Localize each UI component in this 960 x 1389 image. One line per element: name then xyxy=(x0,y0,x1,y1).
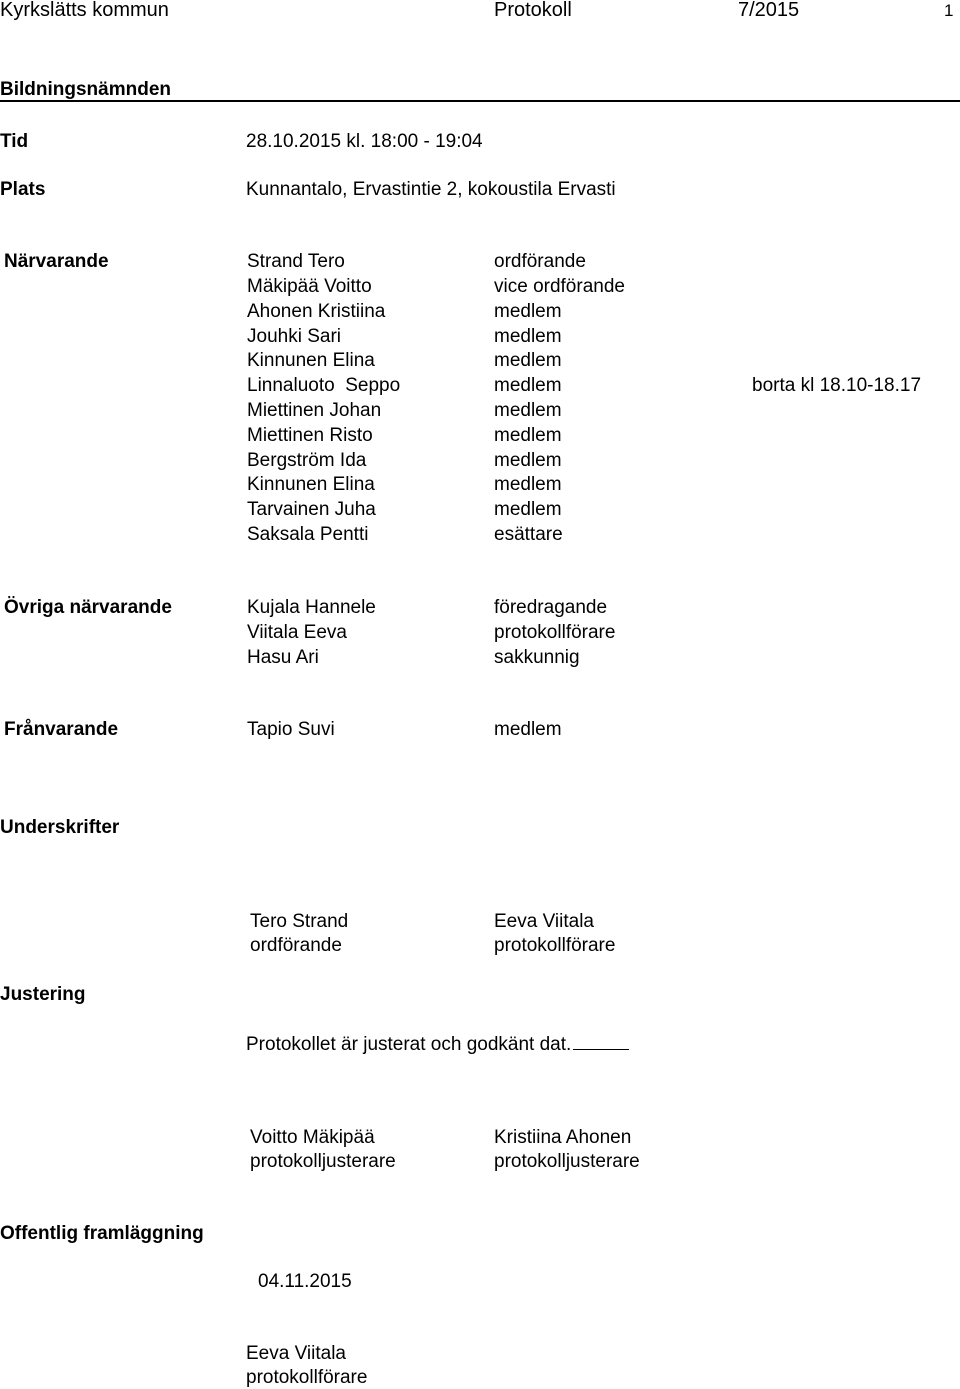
member-role: medlem xyxy=(494,499,562,520)
time-label: Tid xyxy=(0,131,29,152)
document-type: Protokoll xyxy=(494,0,572,21)
member-name: Kujala Hannele xyxy=(247,597,376,618)
member-name: Kinnunen Elina xyxy=(247,350,375,371)
signer-name: Eeva Viitala xyxy=(494,911,594,932)
member-role: vice ordförande xyxy=(494,276,625,297)
adjustment-label: Justering xyxy=(0,984,86,1005)
member-name: Strand Tero xyxy=(247,251,345,272)
signatures-label: Underskrifter xyxy=(0,817,120,838)
member-note: borta kl 18.10-18.17 xyxy=(752,375,922,396)
board-name: Bildningsnämnden xyxy=(0,79,171,100)
time-value: 28.10.2015 kl. 18:00 - 19:04 xyxy=(246,131,483,152)
protocol-number: 7/2015 xyxy=(738,0,800,21)
member-role: medlem xyxy=(494,301,562,322)
public-display-label: Offentlig framläggning xyxy=(0,1223,204,1244)
member-name: Mäkipää Voitto xyxy=(247,276,372,297)
member-role: medlem xyxy=(494,400,562,421)
member-name: Saksala Pentti xyxy=(247,524,369,545)
member-role: medlem xyxy=(494,350,562,371)
member-role: medlem xyxy=(494,450,562,471)
signer-role: protokollförare xyxy=(494,935,616,956)
signer-role: protokolljusterare xyxy=(250,1151,396,1172)
signer-name: Tero Strand xyxy=(250,911,349,932)
place-label: Plats xyxy=(0,179,46,200)
member-name: Tapio Suvi xyxy=(247,719,335,740)
signer-role: ordförande xyxy=(250,935,342,956)
others-present-label: Övriga närvarande xyxy=(4,597,172,618)
member-name: Bergström Ida xyxy=(247,450,367,471)
member-name: Hasu Ari xyxy=(247,647,319,668)
place-value: Kunnantalo, Ervastintie 2, kokoustila Ervasti xyxy=(246,179,616,200)
member-name: Viitala Eeva xyxy=(247,622,347,643)
adjustment-statement xyxy=(246,1033,629,1054)
member-name: Linnaluoto Seppo xyxy=(247,375,401,396)
public-display-date: 04.11.2015 xyxy=(258,1271,352,1292)
member-role: protokollförare xyxy=(494,622,616,643)
page-number: 1 xyxy=(944,1,954,20)
municipality-name: Kyrkslätts kommun xyxy=(0,0,169,21)
absent-label: Frånvarande xyxy=(4,719,119,740)
member-role: föredragande xyxy=(494,597,608,618)
member-name: Miettinen Risto xyxy=(247,425,373,446)
member-role: medlem xyxy=(494,474,562,495)
signer-role: protokolljusterare xyxy=(494,1151,640,1172)
member-role: medlem xyxy=(494,326,562,347)
member-role: medlem xyxy=(494,425,562,446)
member-role: sakkunnig xyxy=(494,647,580,668)
member-name: Tarvainen Juha xyxy=(247,499,376,520)
header-divider xyxy=(0,100,960,102)
signer-name: Voitto Mäkipää xyxy=(250,1127,375,1148)
member-role: ordförande xyxy=(494,251,586,272)
signer-role: protokollförare xyxy=(246,1367,368,1388)
member-name: Miettinen Johan xyxy=(247,400,382,421)
member-role: esättare xyxy=(494,524,563,545)
member-name: Ahonen Kristiina xyxy=(247,301,386,322)
present-label: Närvarande xyxy=(4,251,109,272)
member-name: Jouhki Sari xyxy=(247,326,341,347)
date-blank-line xyxy=(573,1033,629,1050)
member-name: Kinnunen Elina xyxy=(247,474,375,495)
adjustment-statement-text: Protokollet är justerat och godkänt dat. xyxy=(246,1034,572,1055)
signer-name: Kristiina Ahonen xyxy=(494,1127,632,1148)
member-role: medlem xyxy=(494,719,562,740)
member-role: medlem xyxy=(494,375,562,396)
signer-name: Eeva Viitala xyxy=(246,1343,346,1364)
